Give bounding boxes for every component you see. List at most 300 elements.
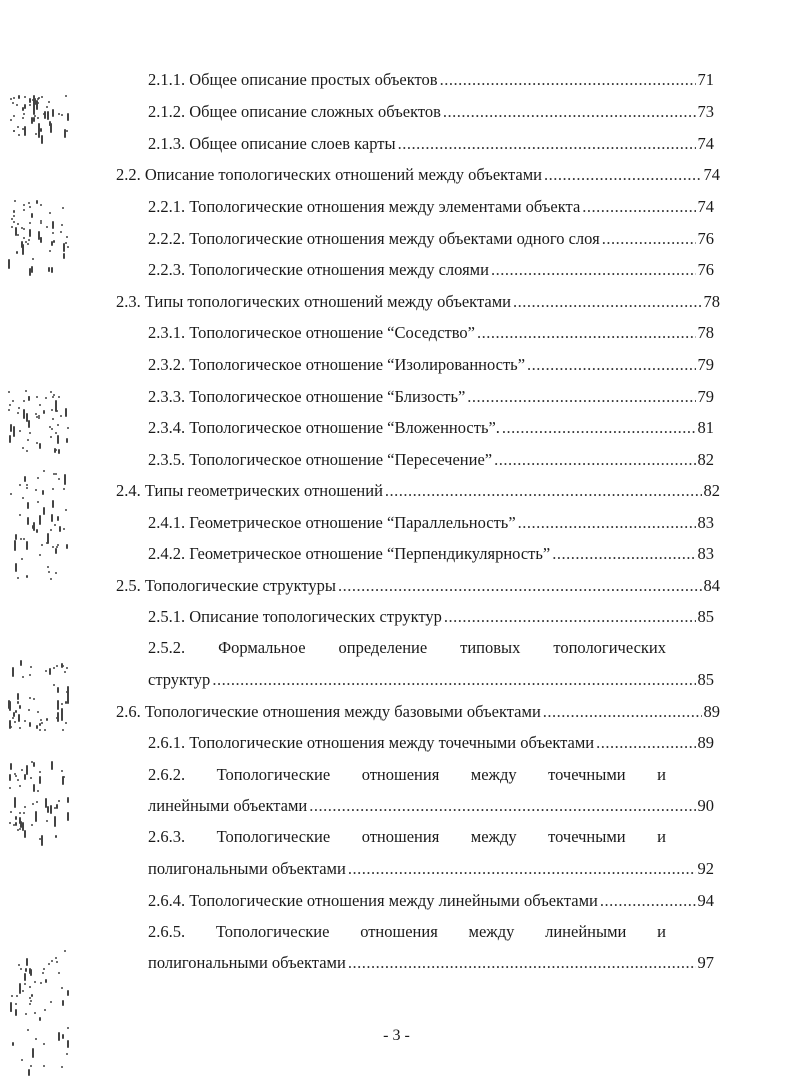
scan-noise-dot — [52, 109, 54, 118]
dot-leader — [398, 132, 696, 156]
scan-noise-dot — [51, 409, 53, 411]
toc-entry-title: 2.3.5. Топологическое отношение “Пересечение” — [148, 450, 493, 469]
scan-noise-dot — [35, 413, 37, 415]
scan-noise-dot — [16, 995, 18, 997]
scan-noise-dot — [55, 400, 57, 408]
toc-entry-title: полигональными объектами — [148, 859, 346, 878]
scan-noise-dot — [53, 394, 55, 396]
dot-leader — [491, 258, 696, 282]
toc-entry-2-6 — [116, 700, 720, 724]
scan-noise-dot — [15, 775, 17, 777]
toc-word: линейными — [545, 922, 627, 941]
scan-noise-dot — [46, 106, 48, 108]
scan-noise-dot — [33, 522, 35, 531]
scan-noise-dot — [52, 232, 54, 234]
scan-noise-dot — [43, 507, 45, 515]
toc-entry-2-1-2 — [148, 100, 714, 124]
scan-noise-dot — [36, 529, 38, 533]
toc-entry-title: 2.5.1. Описание топологических структур — [148, 607, 442, 626]
scan-noise-dot — [19, 514, 21, 516]
scan-noise-dot — [49, 426, 51, 428]
scan-noise-dot — [27, 243, 29, 245]
scan-noise-dot — [10, 763, 12, 770]
scan-noise-dot — [48, 101, 50, 103]
dot-leader — [440, 68, 696, 92]
scan-noise-dot — [51, 960, 53, 962]
toc-entry-2-4-1 — [148, 511, 714, 535]
scan-noise-dot — [62, 779, 64, 781]
toc-entry-page: 82 — [703, 481, 720, 500]
toc-entry-page: 76 — [697, 260, 714, 279]
toc-entry-2-3-4 — [148, 416, 714, 440]
scan-noise-dot — [24, 720, 26, 722]
scan-noise-dot — [67, 1027, 69, 1029]
scan-noise-dot — [58, 396, 60, 398]
scan-noise-dot — [65, 701, 67, 704]
scan-noise-dot — [24, 983, 26, 985]
scan-noise-dot — [54, 807, 56, 809]
scan-noise-dot — [48, 963, 50, 965]
scan-noise-dot — [62, 729, 64, 731]
toc-entry-title: 2.1.1. Общее описание простых объектов — [148, 70, 438, 89]
scan-noise-dot — [41, 135, 43, 145]
scan-noise-dot — [39, 554, 41, 556]
scan-noise-dot — [27, 439, 29, 441]
toc-entry-title: 2.6. Топологические отношения между базовыми объектами — [116, 702, 541, 721]
toc-entry-title: 2.5. Топологические структуры — [116, 576, 336, 595]
toc-entry-2-5 — [116, 574, 720, 598]
toc-word: Топологические — [215, 922, 330, 941]
scan-noise-dot — [46, 718, 48, 721]
toc-entry-page: 82 — [697, 450, 714, 469]
toc-entry-page: 78 — [697, 323, 714, 342]
scan-noise-dot — [18, 95, 20, 99]
scan-noise-dot — [39, 515, 41, 524]
scan-noise-dot — [22, 990, 24, 992]
scan-noise-dot — [46, 226, 48, 228]
toc-entry-page: 74 — [703, 165, 720, 184]
scan-noise-dot — [35, 1038, 37, 1040]
scan-noise-dot — [35, 811, 37, 821]
toc-entry-page: 94 — [697, 891, 714, 910]
scan-noise-dot — [28, 709, 30, 711]
scan-noise-dot — [10, 811, 12, 813]
toc-entry-page: 90 — [697, 796, 714, 815]
scan-noise-dot — [37, 711, 39, 713]
scan-noise-dot — [29, 986, 31, 988]
scan-noise-dot — [13, 97, 15, 99]
scan-noise-dot — [61, 716, 63, 721]
scan-noise-dot — [26, 484, 28, 486]
scan-noise-dot — [12, 667, 14, 677]
toc-entry-title: 2.2.2. Топологические отношения между объектами одного слоя — [148, 229, 600, 248]
toc-entry-title: 2.1.3. Общее описание слоев карты — [148, 134, 396, 153]
toc-entry-title: 2.3.1. Топологическое отношение “Соседство” — [148, 323, 475, 342]
scan-noise-dot — [18, 714, 20, 723]
scan-noise-dot — [31, 824, 33, 826]
scan-noise-dot — [18, 134, 20, 136]
dot-leader — [600, 889, 696, 913]
scan-noise-dot — [20, 968, 22, 970]
toc-entry-2-6-3-line2 — [148, 857, 714, 881]
scan-noise-dot — [23, 204, 25, 206]
dot-leader — [544, 163, 702, 187]
toc-word: отношения — [360, 922, 438, 941]
scan-noise-dot — [31, 994, 33, 998]
scan-noise-dot — [56, 665, 58, 667]
scan-noise-dot — [46, 820, 48, 822]
scan-noise-dot — [51, 267, 53, 273]
dot-leader — [443, 100, 696, 124]
scan-noise-dot — [30, 666, 32, 668]
scan-noise-dot — [61, 987, 63, 989]
toc-word: определение — [338, 638, 428, 657]
scan-noise-dot — [10, 119, 12, 121]
scan-noise-dot — [60, 415, 62, 417]
scan-noise-dot — [55, 473, 57, 475]
scan-noise-dot — [29, 104, 31, 106]
scan-noise-dot — [36, 442, 38, 444]
toc-entry-page: 83 — [697, 544, 714, 563]
scan-noise-dot — [26, 765, 28, 775]
scan-noise-dot — [41, 722, 43, 724]
scan-noise-dot — [50, 1001, 52, 1003]
scan-noise-dot — [10, 1002, 12, 1012]
scan-noise-dot — [15, 1009, 17, 1016]
scan-noise-dot — [27, 502, 29, 509]
scan-noise-dot — [32, 1048, 34, 1057]
scan-noise-dot — [53, 667, 55, 669]
toc-entry-title: 2.6.4. Топологические отношения между линейными объектами — [148, 891, 598, 910]
dot-leader — [518, 511, 696, 535]
scan-noise-dot — [63, 243, 65, 252]
scan-noise-dot — [52, 396, 54, 398]
scan-noise-dot — [63, 488, 65, 490]
scan-noise-dot — [49, 212, 51, 214]
scan-noise-dot — [10, 493, 12, 495]
scan-noise-dot — [28, 396, 30, 400]
toc-entry-2-3-5 — [148, 448, 714, 472]
scan-noise-dot — [19, 812, 21, 814]
toc-entry-page: 81 — [697, 418, 714, 437]
toc-entry-page: 84 — [703, 576, 720, 595]
scan-noise-dot — [40, 220, 42, 222]
scan-noise-dot — [62, 1000, 64, 1006]
scan-noise-dot — [25, 390, 27, 392]
scan-noise-dot — [29, 697, 31, 699]
scan-noise-dot — [66, 130, 68, 132]
toc-word: между — [468, 922, 515, 941]
toc-entry-2-6-2-line1 — [148, 763, 666, 787]
toc-entry-2-1-1 — [148, 68, 714, 92]
scan-noise-dot — [27, 1029, 29, 1031]
scan-noise-dot — [17, 702, 19, 704]
toc-entry-page: 85 — [697, 670, 714, 689]
toc-word: отношения — [361, 765, 440, 784]
scan-noise-dot — [58, 1032, 60, 1040]
scan-noise-dot — [15, 563, 17, 572]
scan-noise-dot — [28, 202, 30, 204]
toc-entry-2-3-1 — [148, 321, 714, 345]
scan-noise-dot — [39, 1017, 41, 1021]
scan-noise-dot — [33, 117, 35, 122]
scan-noise-dot — [53, 240, 55, 243]
toc-entry-2-1-3 — [148, 132, 714, 156]
scan-noise-dot — [58, 449, 60, 454]
scan-noise-dot — [17, 696, 19, 698]
scan-noise-dot — [48, 571, 50, 573]
scan-noise-dot — [36, 801, 38, 803]
scan-noise-dot — [9, 720, 11, 729]
scan-noise-dot — [23, 228, 25, 230]
toc-entry-title: 2.2.1. Топологические отношения между элементами объекта — [148, 197, 581, 216]
scan-noise-dot — [48, 267, 50, 271]
scan-noise-dot — [13, 215, 15, 217]
scan-noise-dot — [16, 104, 18, 106]
toc-entry-page: 92 — [697, 859, 714, 878]
toc-word: отношения — [361, 827, 440, 846]
scan-noise-dot — [59, 526, 61, 532]
scan-noise-dot — [40, 982, 42, 984]
scan-noise-dot — [29, 229, 31, 237]
scan-noise-dot — [21, 1059, 23, 1061]
toc-word: и — [657, 765, 666, 784]
scan-noise-dot — [37, 98, 39, 100]
scan-noise-dot — [17, 577, 19, 579]
scan-noise-dot — [38, 123, 40, 133]
toc-entry-page: 85 — [697, 607, 714, 626]
scan-noise-dot — [63, 528, 65, 530]
scan-noise-dot — [67, 812, 69, 821]
scan-noise-dot — [57, 700, 59, 710]
scan-noise-dot — [24, 476, 26, 481]
scan-noise-dot — [23, 400, 25, 402]
scan-noise-dot — [52, 488, 54, 490]
page-number: - 3 - — [383, 1027, 410, 1044]
scan-noise-dot — [43, 410, 45, 412]
scan-noise-dot — [30, 1065, 32, 1067]
scan-noise-dot — [41, 544, 43, 546]
scan-noise-dot — [29, 206, 31, 208]
scan-noise-dot — [35, 489, 37, 491]
scan-noise-dot — [22, 447, 24, 449]
scan-noise-dot — [21, 769, 23, 771]
toc-word: Топологические — [216, 765, 331, 784]
scan-noise-dot — [15, 816, 17, 820]
scan-noise-dot — [17, 412, 19, 414]
scan-noise-dot — [50, 529, 52, 531]
scan-noise-dot — [49, 668, 51, 675]
scan-noise-dot — [58, 478, 60, 480]
scan-noise-dot — [20, 538, 22, 540]
toc-entry-2-6-1 — [148, 731, 714, 755]
dot-leader — [309, 794, 695, 818]
scan-noise-dot — [56, 804, 58, 809]
scan-noise-dot — [22, 117, 24, 119]
scan-noise-dot — [29, 268, 31, 276]
scan-noise-dot — [55, 572, 57, 574]
scan-noise-dot — [18, 407, 20, 409]
scan-noise-dot — [40, 204, 42, 206]
scan-noise-dot — [63, 776, 65, 778]
scan-noise-dot — [15, 1003, 17, 1005]
scan-noise-dot — [29, 968, 31, 974]
scan-noise-dot — [14, 797, 16, 808]
scan-noise-dot — [15, 534, 17, 540]
scan-noise-dot — [17, 829, 19, 831]
scan-noise-dot — [65, 408, 67, 416]
scan-noise-dot — [57, 516, 59, 521]
scan-noise-dot — [19, 430, 21, 432]
toc-word: 2.6.3. — [148, 827, 186, 846]
scan-noise-dot — [40, 128, 42, 132]
scan-noise-dot — [33, 762, 35, 767]
toc-entry-title: полигональными объектами — [148, 953, 346, 972]
scan-noise-dot — [55, 432, 57, 434]
scan-noise-dot — [33, 784, 35, 792]
scan-noise-dot — [61, 1066, 63, 1068]
scan-noise-dot — [56, 546, 58, 548]
scan-noise-dot — [28, 239, 30, 241]
scan-noise-dot — [13, 115, 15, 117]
scan-noise-dot — [43, 113, 45, 115]
scan-noise-dot — [62, 207, 64, 209]
scan-noise-dot — [43, 470, 45, 472]
toc-entry-title: 2.3.2. Топологическое отношение “Изолированность” — [148, 355, 526, 374]
scan-noise-dot — [23, 538, 25, 540]
dot-leader — [477, 321, 696, 345]
scan-noise-dot — [29, 674, 31, 676]
toc-word: 2.6.2. — [148, 765, 186, 784]
scan-noise-dot — [51, 428, 53, 430]
scan-noise-dot — [12, 717, 14, 719]
scan-noise-dot — [44, 729, 46, 731]
toc-entry-page: 78 — [703, 292, 720, 311]
scan-noise-dot — [57, 424, 59, 426]
scan-noise-dot — [22, 676, 24, 678]
toc-entry-page: 97 — [697, 953, 714, 972]
toc-entry-2-6-3-line1 — [148, 825, 666, 849]
toc-entry-2-3-2 — [148, 353, 714, 377]
scan-noise-dot — [42, 490, 44, 495]
scan-noise-dot — [19, 828, 21, 830]
toc-entry-2-3-3 — [148, 385, 714, 409]
scan-noise-dot — [50, 578, 52, 580]
scan-noise-dot — [30, 777, 32, 779]
toc-entry-page: 79 — [697, 387, 714, 406]
toc-entry-2-5-2-line1 — [148, 636, 666, 660]
toc-entry-title: 2.4.1. Геометрическое отношение “Параллельность” — [148, 513, 516, 532]
scan-noise-dot — [56, 961, 58, 963]
scan-noise-dot — [9, 435, 11, 443]
scan-noise-dot — [49, 250, 51, 252]
scan-noise-dot — [10, 98, 12, 100]
scan-noise-dot — [40, 719, 42, 721]
scan-noise-dot — [31, 213, 33, 218]
scan-noise-dot — [22, 822, 24, 831]
scan-noise-dot — [47, 533, 49, 543]
scan-noise-dot — [42, 972, 44, 974]
toc-word: и — [657, 922, 666, 941]
scan-noise-dot — [67, 113, 69, 121]
scan-noise-dot — [37, 501, 39, 503]
scan-noise-dot — [15, 710, 17, 713]
scan-noise-dot — [29, 1003, 31, 1005]
toc-entry-page: 83 — [697, 513, 714, 532]
scan-noise-dot — [24, 126, 26, 137]
scan-noise-dot — [11, 226, 13, 228]
scan-noise-dot — [47, 566, 49, 568]
scan-noise-dot — [31, 117, 33, 124]
scan-noise-dot — [61, 114, 63, 116]
scan-noise-dot — [36, 200, 38, 204]
toc-entry-page: 74 — [697, 134, 714, 153]
scan-noise-dot — [64, 474, 66, 485]
scan-noise-dot — [9, 787, 11, 789]
toc-entry-title: структур — [148, 670, 211, 689]
scan-noise-dot — [50, 805, 52, 814]
scan-noise-dot — [66, 667, 68, 669]
scan-noise-dot — [8, 409, 10, 411]
scan-noise-dot — [30, 1000, 32, 1002]
toc-entry-2-6-4 — [148, 889, 714, 913]
dot-leader — [348, 857, 696, 881]
scan-noise-dot — [67, 990, 69, 996]
scan-noise-dot — [40, 222, 42, 224]
dot-leader — [543, 700, 702, 724]
toc-entry-page: 71 — [697, 70, 714, 89]
scan-noise-dot — [24, 973, 26, 982]
toc-entry-title: 2.3.3. Топологическое отношение “Близость” — [148, 387, 466, 406]
scan-noise-dot — [54, 816, 56, 827]
scan-noise-dot — [12, 102, 14, 104]
scan-noise-dot — [58, 800, 60, 802]
scan-noise-dot — [50, 436, 52, 438]
scan-noise-dot — [11, 218, 13, 220]
scan-noise-dot — [50, 391, 52, 393]
scan-noise-dot — [26, 575, 28, 579]
toc-entry-2-2-1 — [148, 195, 714, 219]
scan-noise-dot — [23, 209, 25, 211]
scan-noise-dot — [13, 426, 15, 437]
scan-noise-dot — [17, 223, 19, 225]
dot-leader — [602, 227, 696, 251]
dot-leader — [513, 290, 702, 314]
scan-noise-dot — [10, 424, 12, 433]
scan-noise-dot — [67, 1040, 69, 1049]
scan-noise-dot — [39, 443, 41, 449]
scan-noise-dot — [43, 1065, 45, 1067]
scan-noise-dot — [20, 660, 22, 665]
dot-leader — [348, 951, 696, 975]
toc-word: 2.5.2. — [148, 638, 186, 657]
scan-noise-dot — [11, 995, 13, 997]
dot-leader — [338, 574, 702, 598]
scan-noise-dot — [57, 687, 59, 694]
scan-noise-dot — [39, 776, 41, 784]
toc-entry-2-4 — [116, 479, 720, 503]
toc-word: 2.6.5. — [148, 922, 186, 941]
scan-noise-dot — [19, 705, 21, 709]
scan-noise-dot — [45, 979, 47, 983]
toc-entry-title: 2.1.2. Общее описание сложных объектов — [148, 102, 441, 121]
toc-entry-title: 2.4.2. Геометрическое отношение “Перпендикулярность” — [148, 544, 551, 563]
scan-noise-dot — [24, 830, 26, 838]
scan-noise-dot — [13, 221, 15, 223]
scan-noise-dot — [45, 670, 47, 672]
toc-word: Формальное — [218, 638, 306, 657]
scan-noise-dot — [61, 703, 63, 705]
